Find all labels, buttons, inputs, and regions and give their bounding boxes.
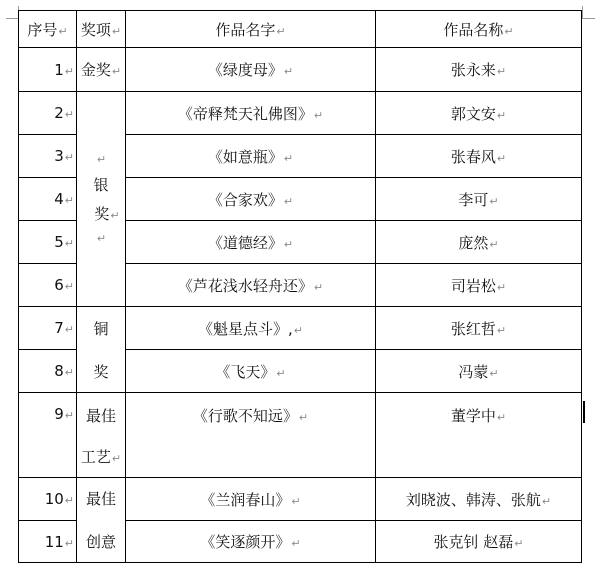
margin-corner-top-right — [582, 6, 595, 19]
table-row — [19, 307, 582, 350]
index-cell[interactable]: 2↵ — [19, 92, 77, 135]
header-work[interactable]: 作品名字↵ — [126, 11, 376, 48]
author-cell[interactable]: 张永来↵ — [376, 48, 582, 92]
work-cell[interactable]: 《如意瓶》↵ — [126, 135, 376, 178]
author-cell[interactable]: 张克钊 赵磊↵ — [376, 521, 582, 563]
header-award[interactable]: 奖项↵ — [77, 11, 126, 48]
work-cell[interactable]: 《笑逐颜开》↵ — [126, 521, 376, 563]
table-row — [19, 92, 582, 135]
index-cell[interactable]: 6↵ — [19, 264, 77, 307]
awards-table — [18, 10, 582, 563]
index-cell[interactable]: 8↵ — [19, 350, 77, 393]
index-cell[interactable]: 4↵ — [19, 178, 77, 221]
work-cell[interactable]: 《绿度母》↵ — [126, 48, 376, 92]
work-cell[interactable]: 《魁星点斗》,↵ — [126, 307, 376, 350]
award-cell-best-creative[interactable]: 最佳 创意 — [77, 478, 126, 563]
index-cell[interactable]: 3↵ — [19, 135, 77, 178]
award-cell-gold[interactable]: 金奖↵ — [77, 48, 126, 92]
index-cell[interactable]: 1↵ — [19, 48, 77, 92]
index-cell[interactable]: 10↵ — [19, 478, 77, 521]
author-cell[interactable]: 刘晓波、韩涛、张航↵ — [376, 478, 582, 521]
table-row — [19, 48, 582, 92]
work-cell[interactable]: 《芦花浅水轻舟还》↵ — [126, 264, 376, 307]
award-cell-silver[interactable]: ↵ 银 奖↵ ↵ — [77, 92, 126, 307]
work-cell[interactable]: 《合家欢》↵ — [126, 178, 376, 221]
author-cell[interactable]: 董学中↵ — [376, 393, 582, 478]
author-cell[interactable]: 郭文安↵ — [376, 92, 582, 135]
award-cell-bronze[interactable]: 铜 奖 — [77, 307, 126, 393]
author-cell[interactable]: 司岩松↵ — [376, 264, 582, 307]
index-cell[interactable]: 5↵ — [19, 221, 77, 264]
work-cell[interactable]: 《兰润春山》↵ — [126, 478, 376, 521]
author-cell[interactable]: 冯蒙↵ — [376, 350, 582, 393]
work-cell[interactable]: 《飞天》↵ — [126, 350, 376, 393]
table-row — [19, 393, 582, 478]
text-cursor — [583, 401, 585, 423]
author-cell[interactable]: 李可↵ — [376, 178, 582, 221]
author-cell[interactable]: 张春风↵ — [376, 135, 582, 178]
header-author[interactable]: 作品名称↵ — [376, 11, 582, 48]
work-cell[interactable]: 《道德经》↵ — [126, 221, 376, 264]
award-cell-best-craft[interactable]: 最佳 工艺↵ — [77, 393, 126, 478]
index-cell[interactable]: 9↵ — [19, 393, 77, 478]
index-cell[interactable]: 7↵ — [19, 307, 77, 350]
table-row — [19, 478, 582, 521]
author-cell[interactable]: 庞然↵ — [376, 221, 582, 264]
index-cell[interactable]: 11↵ — [19, 521, 77, 563]
work-cell[interactable]: 《行歌不知远》↵ — [126, 393, 376, 478]
header-row — [19, 11, 582, 48]
work-cell[interactable]: 《帝释梵天礼佛图》↵ — [126, 92, 376, 135]
author-cell[interactable]: 张红哲↵ — [376, 307, 582, 350]
header-index[interactable]: 序号↵ — [19, 11, 77, 48]
